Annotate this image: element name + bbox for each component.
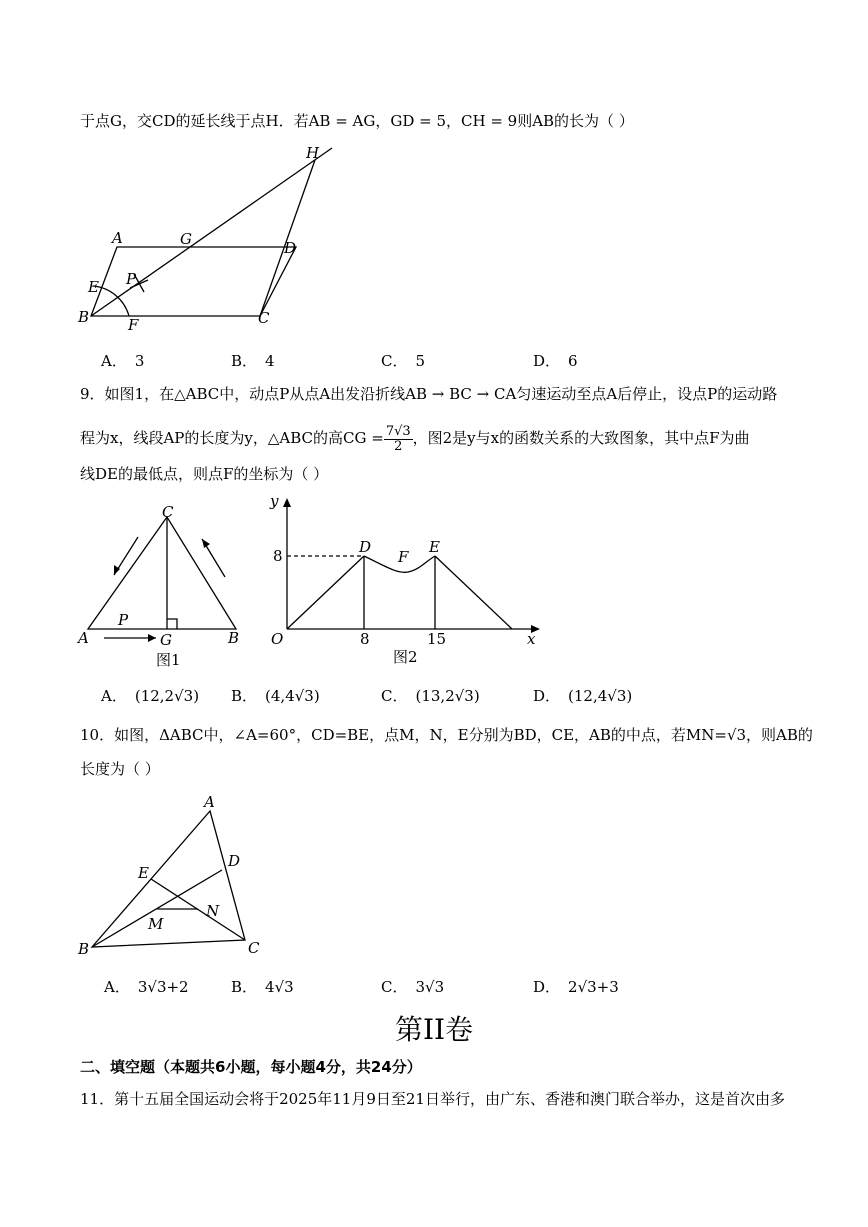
q10-figure (70, 790, 280, 965)
q8-line-bh (91, 148, 332, 316)
q9-fig1-label-g: G (160, 631, 172, 649)
q10-line1: 10．如图，ΔABC中，∠A=60°，CD=BE，点M，N，E分别为BD，CE，AB的中点，若MN=√3，则AB的 (80, 726, 813, 744)
q8-line-ch (260, 160, 315, 316)
q8-label-p: P (126, 270, 137, 288)
q8-option-c[interactable]: C． 5 (381, 352, 426, 370)
q10-option-b[interactable]: B． 4√3 (231, 978, 294, 996)
q8-option-a[interactable]: A． 3 (101, 352, 145, 370)
q9-fig1-label-c: C (162, 503, 174, 521)
q10-options (80, 976, 800, 1000)
q8-stem-tail: 于点G，交CD的延长线于点H．若AB = AG，GD = 5，CH = 9则AB的长为（ ） (80, 112, 634, 130)
q9-fig1-label-p: P (118, 611, 129, 629)
q10-option-a[interactable]: A． 3√3+2 (104, 978, 189, 996)
q8-option-b[interactable]: B． 4 (231, 352, 275, 370)
q11-line1: 11．第十五届全国运动会将于2025年11月9日至21日举行，由广东、香港和澳门联合举办，这是首次由多 (80, 1090, 785, 1108)
q10-triangle (92, 811, 245, 947)
q9-fig2-label-o: O (271, 630, 284, 648)
q8-parallelogram (91, 247, 296, 316)
q8-label-e: E (88, 278, 99, 296)
q9-line2: 程为x，线段AP的长度为y，△ABC的高CG = $\frac{7√3}{2}$ ，图2是y与x的函数关系的大致图象，其中点F为曲 (80, 423, 750, 454)
q10-label-n: N (206, 902, 220, 920)
q10-label-b: B (78, 940, 90, 958)
q9-fig2-label-x8: 8 (360, 630, 370, 648)
q9-fig2-label-d: D (359, 538, 372, 556)
q9-figure1 (70, 495, 260, 675)
q9-figure2 (265, 490, 555, 675)
q9-fig1-triangle (88, 517, 236, 629)
section2-heading: 二、填空题（本题共6小题，每小题4分，共24分） (80, 1058, 422, 1076)
q10-option-c[interactable]: C． 3√3 (381, 978, 445, 996)
q8-label-f: F (128, 316, 139, 334)
q8-option-d[interactable]: D． 6 (533, 352, 578, 370)
q8-label-b: B (78, 308, 90, 326)
q8-options (80, 350, 800, 374)
q9-fig2-label-y8: 8 (273, 547, 283, 565)
q8-label-a: A (112, 229, 123, 247)
q8-label-d: D (284, 239, 297, 257)
q9-line3: 线DE的最低点，则点F的坐标为（ ） (80, 465, 329, 483)
q9-line1: 9．如图1，在△ABC中，动点P从点A出发沿折线AB → BC → CA匀速运动至点A后停止，设点P的运动路 (80, 385, 778, 403)
q10-line2: 长度为（ ） (80, 760, 160, 778)
q9-fig2-label-y: y (270, 492, 279, 510)
q9-fig1-caption: 图1 (156, 651, 181, 669)
q10-label-a: A (204, 793, 215, 811)
q10-label-e: E (138, 864, 149, 882)
q9-fig2-caption: 图2 (393, 648, 418, 666)
q9-height-fraction: $\frac{7√3}{2}$ (385, 423, 411, 454)
q10-label-m: M (148, 915, 164, 933)
q9-option-c[interactable]: C． (13,2√3) (381, 687, 480, 705)
q9-fig2-label-x15: 15 (427, 630, 447, 648)
q8-figure (70, 140, 350, 340)
q9-fig1-right-angle (167, 619, 177, 629)
q9-fig2-label-x: x (527, 630, 536, 648)
q9-option-b[interactable]: B． (4,4√3) (231, 687, 320, 705)
q10-label-d: D (228, 852, 241, 870)
q10-label-c: C (248, 939, 260, 957)
q9-fig2-label-f: F (398, 548, 409, 566)
q9-fig2-label-e: E (429, 538, 440, 556)
q9-fig2-segment-e-end (435, 556, 512, 629)
q10-option-d[interactable]: D． 2√3+3 (533, 978, 619, 996)
q9-fig1-label-a: A (78, 629, 89, 647)
q9-fig1-label-b: B (228, 629, 240, 647)
q8-label-g: G (180, 230, 192, 248)
q9-options (80, 685, 800, 709)
q8-label-h: H (306, 144, 320, 162)
q9-option-d[interactable]: D． (12,4√3) (533, 687, 633, 705)
q9-option-a[interactable]: A． (12,2√3) (101, 687, 200, 705)
part2-title: 第II卷 (394, 1013, 474, 1046)
q9-fig2-segment-od (287, 556, 364, 629)
q8-label-c: C (258, 309, 270, 327)
